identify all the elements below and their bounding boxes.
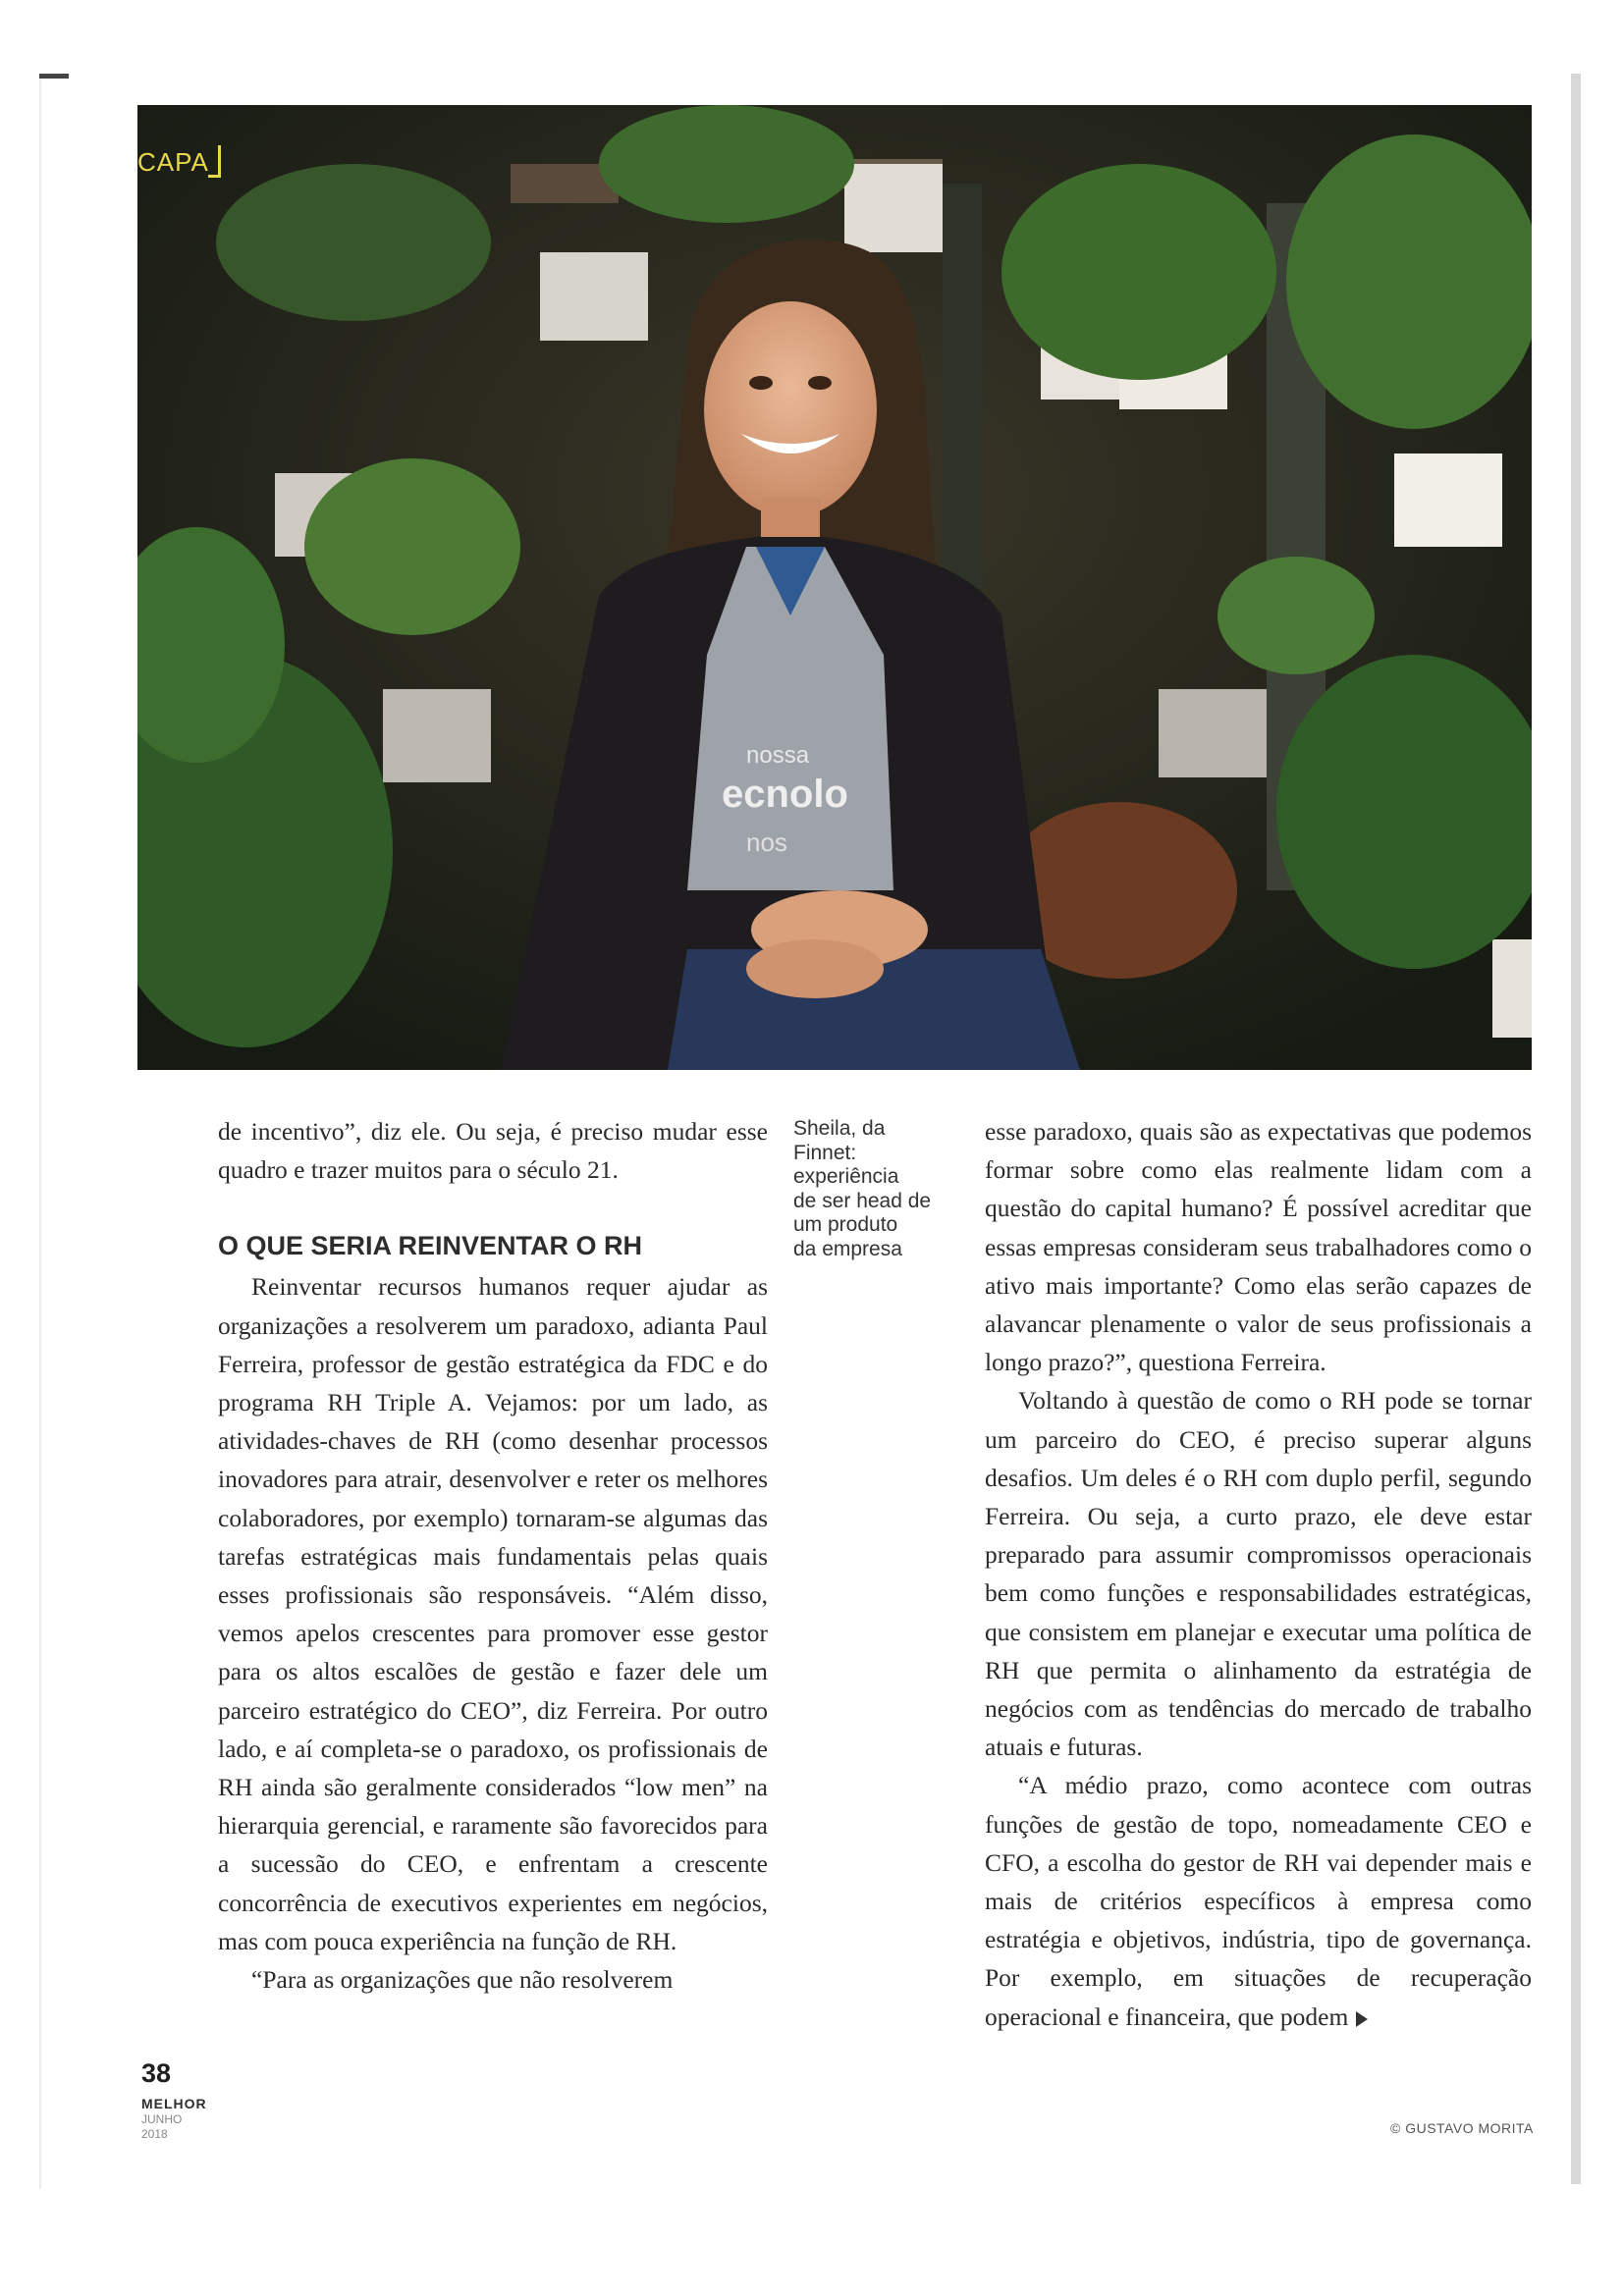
section-tag: CAPA bbox=[137, 147, 209, 177]
article-column-right bbox=[985, 1112, 1532, 2036]
caption-line: de ser head de bbox=[793, 1189, 932, 1212]
shirt-print-nossa: nossa bbox=[746, 742, 810, 769]
caption-line: um produto bbox=[793, 1213, 898, 1236]
magazine-name: MELHOR bbox=[141, 2096, 207, 2111]
article-column-left bbox=[218, 1112, 768, 1999]
continue-arrow-icon bbox=[1356, 2011, 1368, 2027]
page-number: 38 bbox=[141, 2058, 172, 2088]
cover-photo bbox=[137, 105, 1532, 1070]
scan-edge-left bbox=[39, 79, 41, 2189]
photo-credit: © GUSTAVO MORITA bbox=[1390, 2120, 1534, 2136]
caption-line: Sheila, da bbox=[793, 1117, 886, 1140]
issue-year: 2018 bbox=[141, 2127, 168, 2141]
section-tag-bracket bbox=[208, 145, 221, 178]
issue-month: JUNHO bbox=[141, 2112, 183, 2126]
shirt-print-nos: nos bbox=[746, 828, 787, 857]
paragraph-paradoxo: esse paradoxo, quais são as expectativas que podemos formar sobre como elas realmente lidam com a questão do capital humano? É possível acreditar que essas empresas consideram seus trabalhadores como o ativo mais importante? Como elas serão capazes de alavancar plenamente o valor de seus profissionais a longo prazo?”, questiona Ferreira. bbox=[985, 1117, 1532, 1377]
paragraph-medio-prazo: “A médio prazo, como acontece com outras funções de gestão de topo, nomeadamente CEO e CFO, a escolha do gestor de RH vai depender mais e mais de critérios específicos à empresa como estratégia e objetivos, indústria, tipo de governança. Por exemplo, em situações de recuperação operacional e financeira, que podem bbox=[985, 1771, 1532, 2031]
caption-line: Finnet: bbox=[793, 1141, 857, 1164]
photo-caption bbox=[793, 1117, 960, 1261]
caption-line: experiência bbox=[793, 1165, 899, 1188]
paragraph-voltando: Voltando à questão de como o RH pode se tornar um parceiro do CEO, é preciso superar alguns desafios. Um deles é o RH com duplo perfil, segundo Ferreira. Ou seja, a curto prazo, ele deve estar preparado para assumir compromissos operacionais bem como funções e responsabilidades estratégicas, que consistem em planejar e executar uma política de RH que permita o alinhamento da estratégia de negócios com as tendências do mercado de trabalho atuais e futuras. bbox=[985, 1386, 1532, 1762]
section-heading: O QUE SERIA REINVENTAR O RH bbox=[218, 1231, 643, 1261]
paragraph-organizacoes: “Para as organizações que não resolverem bbox=[251, 1965, 674, 1995]
paragraph-reinventar: Reinventar recursos humanos requer ajudar as organizações a resolverem um paradoxo, adianta Paul Ferreira, professor de gestão estratégica da FDC e do programa RH Triple A. Vejamos: por um lado, as atividades-chaves de RH (como desenhar processos inovadores para atrair, desenvolver e reter os melhores colaboradores, por exemplo) tornaram-se algumas das tarefas estratégicas mais fundamentais pelas quais esses profissionais são responsáveis. “Além disso, vemos apelos crescentes para promover esse gestor para os altos escalões de gestão e fazer dele um parceiro estratégico do CEO”, diz Ferreira. Por outro lado, e aí completa-se o paradoxo, os profissionais de RH ainda são geralmente considerados “low men” na hierarquia gerencial, e raramente são favorecidos para a sucessão do CEO, e enfrentam a crescente concorrência de executivos experientes em negócios, mas com pouca experiência na função de RH. bbox=[218, 1272, 768, 1955]
shirt-print-tecnologia: ecnolo bbox=[722, 773, 848, 816]
paragraph-intro: de incentivo”, diz ele. Ou seja, é preciso mudar esse quadro e trazer muitos para o século 21. bbox=[218, 1117, 768, 1185]
scan-mark bbox=[39, 74, 69, 79]
caption-line: da empresa bbox=[793, 1237, 902, 1260]
scan-edge-right bbox=[1571, 74, 1581, 2184]
